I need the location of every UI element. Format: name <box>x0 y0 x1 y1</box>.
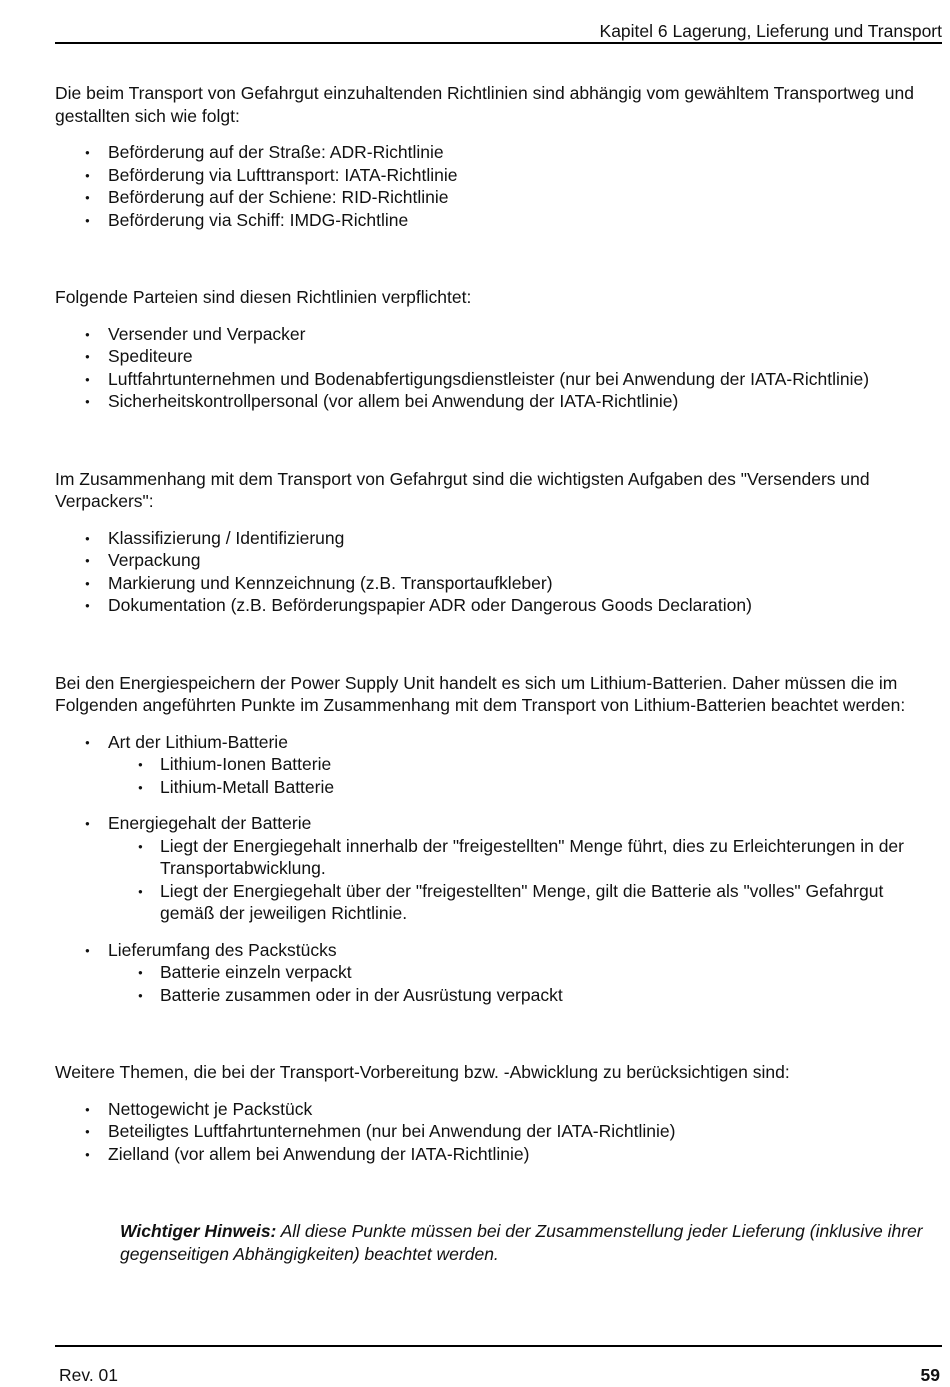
section-2-intro: Folgende Parteien sind diesen Richtlinien verpflichtet: <box>55 287 472 307</box>
list-item: ● Sicherheitskontrollpersonal (vor allem bei Anwendung der IATA-Richtlinie) <box>55 390 942 413</box>
chapter-title: Kapitel 6 Lagerung, Lieferung und Transport <box>599 21 942 41</box>
note-label: Wichtiger Hinweis: <box>120 1221 277 1241</box>
section-1-intro: Die beim Transport von Gefahrgut einzuhaltenden Richtlinien sind abhängig vom gewähltem Transportweg und gestallten sich wie folgt: <box>55 83 914 126</box>
shipper-tasks-list <box>55 527 942 617</box>
list-item: ● Klassifizierung / Identifizierung <box>55 527 942 550</box>
lithium-battery-list <box>55 812 942 925</box>
list-item: ● Spediteure <box>55 345 942 368</box>
section-5-intro: Weitere Themen, die bei der Transport-Vorbereitung bzw. -Abwicklung zu berücksichtigen sind: <box>55 1062 790 1082</box>
list-item: ● Energiegehalt der Batterie <box>55 812 942 835</box>
list-item: ● Luftfahrtunternehmen und Bodenabfertigungsdienstleister (nur bei Anwendung der IATA-Richtlinie) <box>55 368 942 391</box>
sub-list-item: ● Batterie zusammen oder in der Ausrüstung verpackt <box>55 984 942 1007</box>
sub-list-item: ● Batterie einzeln verpackt <box>55 961 942 984</box>
section-3-intro: Im Zusammenhang mit dem Transport von Gefahrgut sind die wichtigsten Aufgaben des "Versenders und Verpackers": <box>55 468 870 511</box>
sub-list-item: ● Liegt der Energiegehalt über der "freigestellten" Menge, gilt die Batterie als "volles" Gefahrgut gemäß der jeweiligen Richtlinie. <box>55 880 942 925</box>
list-item: ● Beförderung via Schiff: IMDG-Richtline <box>55 209 942 232</box>
section-4-intro: Bei den Energiespeichern der Power Supply Unit handelt es sich um Lithium-Batterien. Daher müssen die im Folgenden angeführten Punkte im Zusammenhang mit dem Transport von Lithium-Batterien beachtet werden: <box>55 672 906 715</box>
note-text: All diese Punkte müssen bei der Zusammenstellung jeder Lieferung (inklusive ihrer gegenseitigen Abhängigkeiten) beachtet werden. <box>120 1221 923 1264</box>
transport-guidelines-list <box>55 141 942 231</box>
sub-list-item: ● Liegt der Energiegehalt innerhalb der "freigestellten" Menge führt, dies zu Erleichterungen in der Transportabwicklung. <box>55 835 942 880</box>
list-item: ● Beförderung auf der Straße: ADR-Richtlinie <box>55 141 942 164</box>
list-item: ● Beteiligtes Luftfahrtunternehmen (nur bei Anwendung der IATA-Richtlinie) <box>55 1120 942 1143</box>
page-header <box>55 20 942 44</box>
list-item: ● Verpackung <box>55 549 942 572</box>
page-number: 59 <box>920 1365 940 1385</box>
list-item: ● Nettogewicht je Packstück <box>55 1098 942 1121</box>
sub-list-item: ● Lithium-Ionen Batterie <box>55 753 942 776</box>
list-item: ● Lieferumfang des Packstücks <box>55 939 942 962</box>
list-item: ● Beförderung via Lufttransport: IATA-Richtlinie <box>55 164 942 187</box>
important-note <box>120 1220 942 1265</box>
list-item: ● Dokumentation (z.B. Beförderungspapier ADR oder Dangerous Goods Declaration) <box>55 594 942 617</box>
list-item: ● Zielland (vor allem bei Anwendung der IATA-Richtlinie) <box>55 1143 942 1166</box>
page-content <box>55 82 942 1265</box>
further-topics-list <box>55 1098 942 1166</box>
lithium-battery-list <box>55 939 942 1007</box>
list-item: ● Versender und Verpacker <box>55 323 942 346</box>
lithium-battery-list <box>55 731 942 799</box>
list-item: ● Beförderung auf der Schiene: RID-Richtlinie <box>55 186 942 209</box>
list-item: ● Markierung und Kennzeichnung (z.B. Transportaufkleber) <box>55 572 942 595</box>
revision-label: Rev. 01 <box>59 1365 119 1385</box>
sub-list-item: ● Lithium-Metall Batterie <box>55 776 942 799</box>
parties-list <box>55 323 942 413</box>
page-footer <box>55 1345 942 1387</box>
list-item: ● Art der Lithium-Batterie <box>55 731 942 754</box>
